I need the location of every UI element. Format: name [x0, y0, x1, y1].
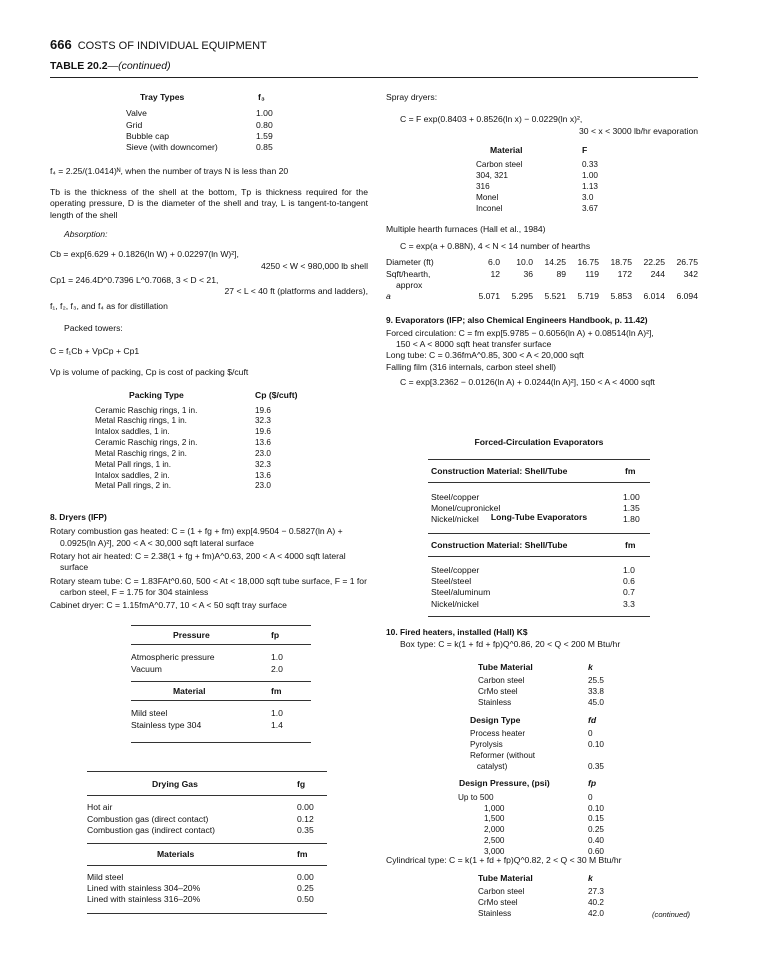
table-row: Lined with stainless 316–20% 0.50 [87, 894, 314, 905]
page-header [50, 36, 267, 54]
table-row: CrMo steel 33.8 [478, 687, 604, 697]
table-row: 2,000 0.25 [484, 825, 604, 835]
hearth-equation: C = exp(a + 0.88N), 4 < N < 14 number of hearths [400, 240, 591, 251]
running-title: COSTS OF INDIVIDUAL EQUIPMENT [77, 40, 267, 52]
table-row: 304, 321 1.00 [476, 171, 598, 181]
table-title: Long-Tube Evaporators [490, 512, 588, 522]
table-header: Packing Type [129, 390, 184, 401]
table-row: Monel 3.0 [476, 192, 594, 202]
table-row: Up to 500 0 [458, 792, 593, 802]
table-header: fm [297, 849, 308, 860]
table-row: Ceramic Raschig rings, 1 in. 19.6 [95, 405, 271, 415]
table-row: Sqft/hearth, 12 36 89 119 172 244 342 [386, 268, 698, 279]
fired-heaters-heading: 10. Fired heaters, installed (Hall) K$ [386, 627, 528, 637]
dryer-rotary-hot-air: Rotary hot air heated: C = 2.38(1 + fg + fm)A^0.63, 200 < A < 4000 sqft lateral surface [50, 550, 346, 573]
table-header: Design Pressure, (psi) [459, 778, 550, 789]
long-tube-table [428, 512, 650, 617]
cylindrical-type-equation: Cylindrical type: C = k(1 + fd + fp)Q^0.82, 2 < Q < 30 M Btu/hr [386, 855, 622, 865]
table-row: 1,500 0.15 [484, 814, 604, 824]
table-header: Cp ($/cuft) [255, 390, 298, 401]
fired-heaters-section [386, 627, 698, 650]
spray-dryers-label: Spray dryers: [386, 92, 438, 102]
table-row: Combustion gas (direct contact) 0.12 [87, 813, 314, 824]
table-row: Steel/aluminum 0.7 [431, 587, 635, 598]
evap-falling-film: Falling film (316 internals, carbon steel shell) [386, 361, 557, 372]
table-row: a 5.071 5.295 5.521 5.719 5.853 6.014 6.094 [386, 291, 698, 302]
vp-description: Vp is volume of packing, Cp is cost of packing $/cuft [50, 366, 249, 377]
packing-table [95, 390, 315, 492]
spray-material-table [476, 145, 626, 214]
cp1-range: 27 < L < 40 ft (platforms and ladders), [224, 286, 368, 297]
table-header: fp [588, 778, 597, 789]
table-row: Combustion gas (indirect contact) 0.35 [87, 825, 314, 836]
table-row: Carbon steel 27.3 [478, 887, 604, 897]
absorption-label: Absorption: [64, 229, 108, 240]
table-header: fm [271, 686, 282, 697]
table-row: Metal Pall rings, 1 in. 32.3 [95, 459, 271, 469]
table-cell: approx [396, 279, 423, 290]
table-row: Stainless 42.0 [478, 909, 604, 918]
table-row: 316 1.13 [476, 182, 598, 192]
table-row: Carbon steel 0.33 [476, 160, 598, 170]
table-header: fm [625, 540, 636, 551]
table-label: TABLE 20.2 [50, 60, 108, 72]
table-header: Tube Material [478, 873, 533, 883]
table-row: Bubble cap 1.59 [126, 131, 273, 142]
table-header: fd [588, 714, 597, 725]
left-column [50, 92, 368, 612]
table-row: Steel/copper 1.00 [431, 491, 640, 502]
table-title [50, 60, 171, 74]
hearth-table [386, 257, 698, 302]
cp1-equation: Cp1 = 246.4D^0.7396 L^0.7068, 3 < D < 21, [50, 275, 219, 286]
table-header: fg [297, 779, 306, 789]
table-row: Metal Pall rings, 2 in. 23.0 [95, 481, 271, 491]
table-row: Stainless 45.0 [478, 698, 604, 707]
table-row: Lined with stainless 304–20% 0.25 [87, 883, 314, 894]
drying-gas-table [87, 771, 327, 914]
evaporators-heading: 9. Evaporators (IFP; also Chemical Engineers Handbook, p. 11.42) [386, 314, 648, 325]
table-header: f₃ [258, 92, 265, 102]
f-distillation: f₁, f₂, f₃, and f₄ as for distillation [50, 300, 168, 311]
dryers-heading: 8. Dryers (IFP) [50, 512, 107, 523]
pressure-material-table [131, 625, 311, 743]
table-row: Atmospheric pressure 1.0 [131, 652, 283, 663]
table-row: Diameter (ft) 6.0 10.0 14.25 16.75 18.75 22.25 26.75 [386, 257, 698, 268]
table-header: F [582, 145, 588, 156]
table-row: Intalox saddles, 1 in. 19.6 [95, 427, 271, 437]
tube-material-table-2 [470, 873, 630, 920]
hearth-label: Multiple hearth furnaces (Hall et al., 1984) [386, 223, 546, 234]
table-row: Monel/cupronickel 1.35 [431, 503, 640, 514]
dryer-rotary-combustion: Rotary combustion gas heated: C = (1 + fg + fm) exp[4.9504 − 0.5827(ln A) + 0.0925(ln A)²], 200 < A < 30,000 sqft lateral surface [50, 526, 343, 548]
table-row: Ceramic Raschig rings, 2 in. 13.6 [95, 438, 271, 448]
table-row: Sieve (with downcomer) 0.85 [126, 142, 273, 153]
fired-heater-factors [458, 662, 630, 858]
box-type-equation: Box type: C = k(1 + fd + fp)Q^0.86, 20 < Q < 200 M Btu/hr [400, 639, 621, 650]
evap-falling-eq: C = exp[3.2362 − 0.0126(ln A) + 0.0244(ln A)²], 150 < A < 4000 sqft [400, 377, 655, 388]
spray-equation: C = F exp(0.8403 + 0.8526(ln x) − 0.0229(ln x)², [400, 114, 583, 125]
packed-towers-label: Packed towers: [64, 323, 123, 334]
cb-equation: Cb = exp[6.629 + 0.1826(ln W) + 0.02297(ln W)²], [50, 249, 239, 260]
table-row: Nickel/nickel 1.80 [431, 514, 640, 525]
evap-long-tube: Long tube: C = 0.36fmA^0.85, 300 < A < 20,000 sqft [386, 350, 584, 361]
table-row: Hot air 0.00 [87, 802, 314, 813]
f4-equation: f₄ = 2.25/(1.0414)ᴺ, when the number of trays N is less than 20 [50, 165, 289, 176]
continued-note: (continued) [652, 910, 690, 919]
evap-forced: Forced circulation: C = fm exp[5.9785 − 0.6056(ln A) + 0.08514(ln A)²], [386, 327, 654, 338]
page-number: 666 [50, 37, 72, 52]
packed-equation: C = f₁Cb + VpCp + Cp1 [50, 345, 140, 356]
top-rule [50, 77, 698, 78]
table-row: Mild steel 1.0 [131, 708, 283, 719]
table-row: Metal Raschig rings, 2 in. 23.0 [95, 448, 271, 458]
table-row: Carbon steel 25.5 [478, 676, 604, 686]
table-row: Reformer (without [470, 750, 536, 760]
table-row: Grid 0.80 [126, 119, 273, 130]
right-column [386, 92, 698, 388]
tray-types-table [126, 92, 326, 154]
table-header: Material [173, 686, 206, 697]
table-header: Drying Gas [152, 779, 198, 789]
dryer-rotary-steam: Rotary steam tube: C = 1.83FAt^0.60, 500 < At < 18,000 sqft tube surface, F = 1 for carbon steel, F = 1.75 for 304 stainless [50, 575, 367, 597]
table-row: Metal Raschig rings, 1 in. 32.3 [95, 416, 271, 426]
table-header: k [588, 662, 593, 672]
table-header: Pressure [173, 630, 210, 640]
table-row: Inconel 3.67 [476, 203, 598, 213]
spray-range: 30 < x < 3000 lb/hr evaporation [579, 125, 698, 136]
table-row: 2,500 0.40 [484, 836, 604, 846]
table-row: Steel/copper 1.0 [431, 564, 635, 575]
table-row: catalyst) 0.35 [470, 761, 604, 771]
table-header: fm [625, 466, 636, 477]
table-row: Pyrolysis 0.10 [470, 740, 604, 749]
table-header: Tray Types [140, 92, 185, 102]
table-header: Construction Material: Shell/Tube [431, 540, 568, 551]
table-header: fp [271, 630, 280, 640]
table-header: Construction Material: Shell/Tube [431, 466, 568, 477]
table-header: Design Type [470, 714, 521, 725]
table-row: Process heater 0 [470, 729, 593, 739]
table-row: Vacuum 2.0 [131, 663, 283, 674]
table-title: Forced-Circulation Evaporators [474, 437, 604, 447]
table-header: Material [490, 145, 523, 156]
table-continued: —(continued) [107, 60, 171, 72]
dryer-cabinet: Cabinet dryer: C = 1.15fmA^0.77, 10 < A < 50 sqft tray surface [50, 600, 287, 611]
table-row: CrMo steel 40.2 [478, 898, 604, 908]
table-row: Steel/steel 0.6 [431, 576, 635, 587]
table-row: 1,000 0.10 [484, 803, 604, 813]
table-row: Valve 1.00 [126, 108, 273, 119]
table-row: Stainless type 304 1.4 [131, 719, 283, 730]
table-row: Mild steel 0.00 [87, 871, 314, 882]
table-row: Nickel/nickel 3.3 [431, 598, 635, 609]
tb-description: Tb is the thickness of the shell at the bottom, Tp is thickness required for the operating pressure, D is the diameter of the shell and tray, L is tangent-to-tangent length of the shell [50, 187, 368, 220]
evap-forced-range: 150 < A < 8000 sqft heat transfer surface [396, 339, 552, 350]
table-row: Intalox saddles, 2 in. 13.6 [95, 470, 271, 480]
table-header: Tube Material [478, 662, 533, 672]
table-header: k [588, 873, 593, 883]
table-row: 3,000 0.60 [484, 846, 604, 856]
table-header: Materials [157, 849, 195, 860]
cb-range: 4250 < W < 980,000 lb shell [260, 260, 368, 271]
